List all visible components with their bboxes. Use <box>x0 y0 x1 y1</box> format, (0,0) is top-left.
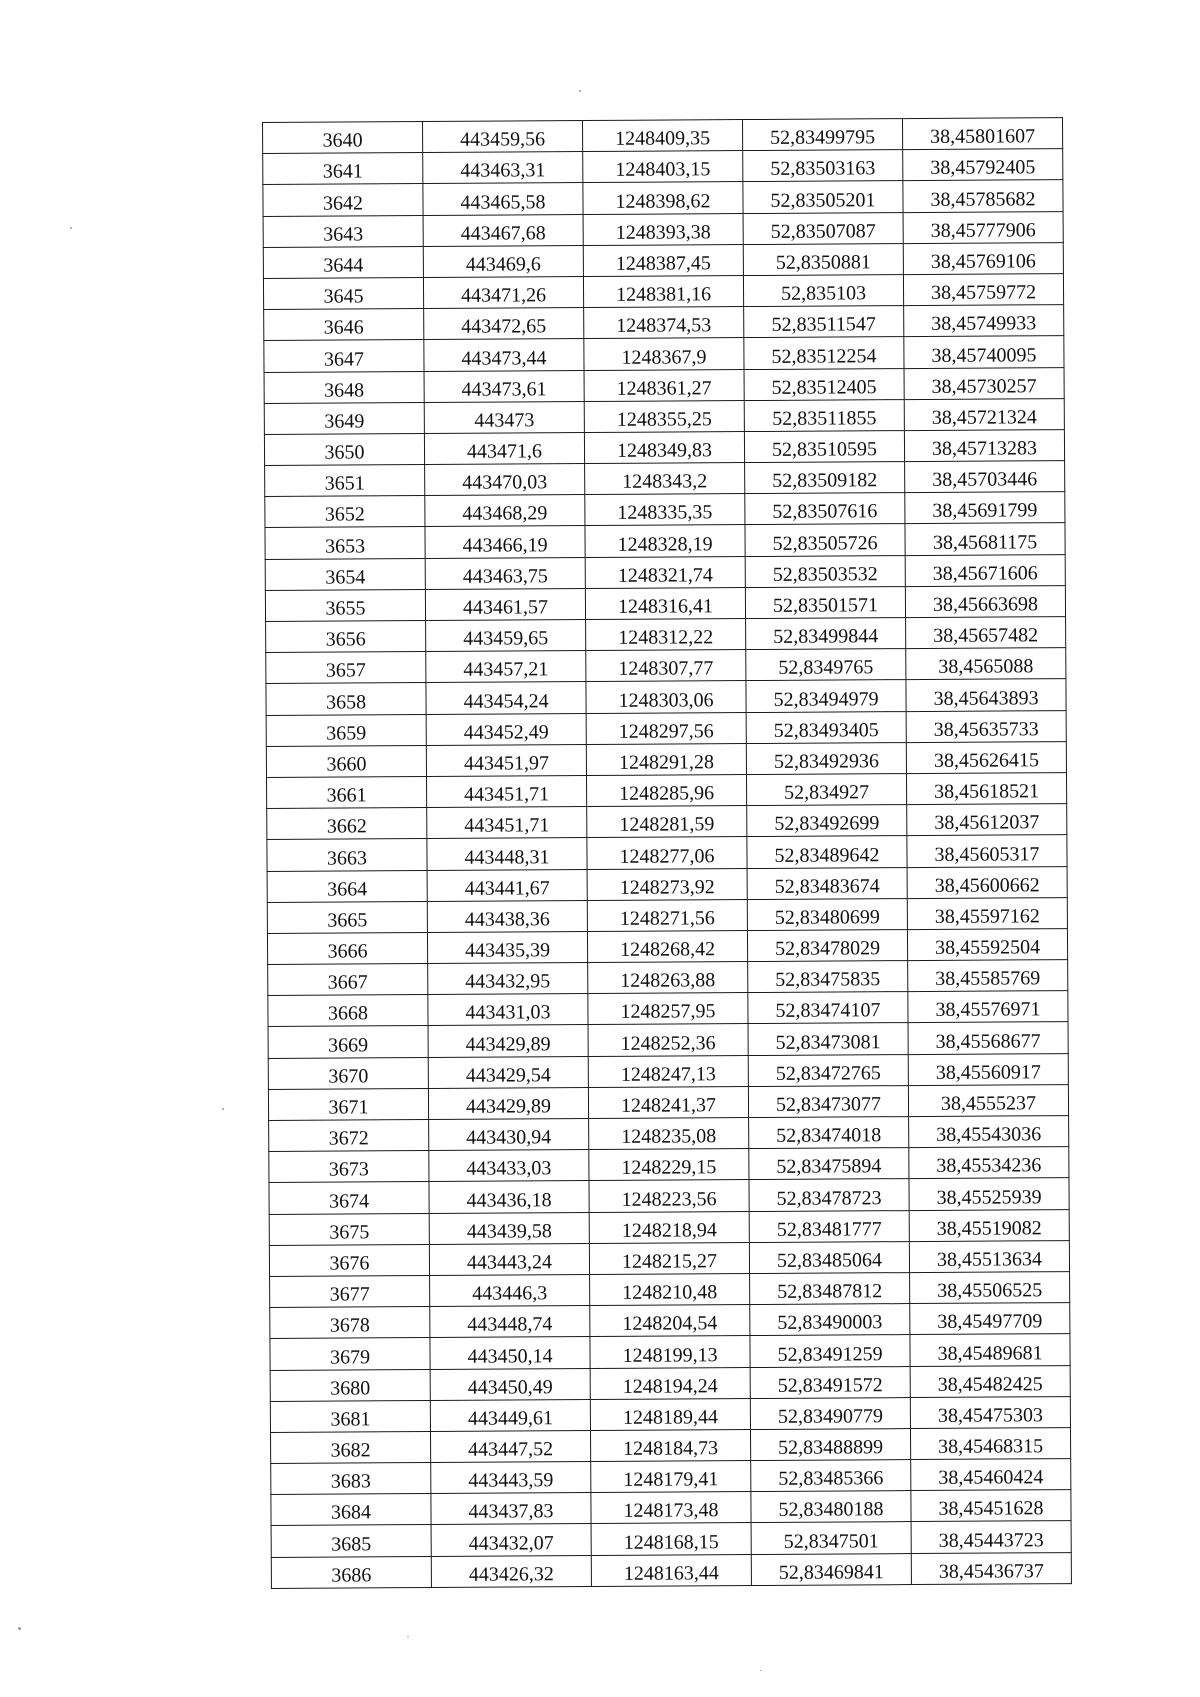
latitude-cell: 52,83483674 <box>747 867 907 899</box>
longitude-cell: 38,45534236 <box>909 1147 1069 1179</box>
point-number-cell: 3658 <box>266 683 426 715</box>
latitude-cell: 52,83499795 <box>742 119 902 151</box>
longitude-cell: 38,45703446 <box>905 461 1065 493</box>
point-number-cell: 3659 <box>266 714 426 746</box>
x-coordinate-cell: 443448,74 <box>430 1306 590 1338</box>
y-coordinate-cell: 1248349,83 <box>584 431 744 463</box>
y-coordinate-cell: 1248328,19 <box>585 525 745 557</box>
x-coordinate-cell: 443459,56 <box>423 121 583 153</box>
table-row <box>271 1490 1071 1526</box>
scan-speck <box>760 1670 762 1671</box>
longitude-cell: 38,45785682 <box>903 180 1063 212</box>
table-row <box>270 1272 1070 1308</box>
point-number-cell: 3657 <box>266 652 426 684</box>
table-row <box>268 1053 1068 1089</box>
x-coordinate-cell: 443466,19 <box>425 526 585 558</box>
longitude-cell: 38,45605317 <box>907 835 1067 867</box>
scan-speck <box>70 227 72 229</box>
y-coordinate-cell: 1248199,13 <box>590 1336 750 1368</box>
longitude-cell: 38,45513634 <box>909 1240 1069 1272</box>
y-coordinate-cell: 1248268,42 <box>587 930 747 962</box>
point-number-cell: 3667 <box>268 964 428 996</box>
y-coordinate-cell: 1248194,24 <box>590 1367 750 1399</box>
longitude-cell: 38,45635733 <box>906 710 1066 742</box>
table-row <box>265 523 1065 559</box>
point-number-cell: 3660 <box>266 745 426 777</box>
y-coordinate-cell: 1248381,16 <box>583 275 743 307</box>
point-number-cell: 3670 <box>268 1057 428 1089</box>
x-coordinate-cell: 443429,54 <box>428 1056 588 1088</box>
point-number-cell: 3654 <box>265 558 425 590</box>
longitude-cell: 38,45451628 <box>911 1490 1071 1522</box>
y-coordinate-cell: 1248204,54 <box>590 1305 750 1337</box>
point-number-cell: 3662 <box>267 808 427 840</box>
point-number-cell: 3642 <box>263 184 423 216</box>
x-coordinate-cell: 443467,68 <box>423 214 583 246</box>
point-number-cell: 3650 <box>264 433 424 465</box>
table-row <box>267 804 1067 840</box>
longitude-cell: 38,45618521 <box>906 773 1066 805</box>
point-number-cell: 3644 <box>263 246 423 278</box>
y-coordinate-cell: 1248291,28 <box>586 743 746 775</box>
longitude-cell: 38,45681175 <box>905 523 1065 555</box>
x-coordinate-cell: 443468,29 <box>425 495 585 527</box>
x-coordinate-cell: 443437,83 <box>431 1493 591 1525</box>
table-row <box>264 336 1064 372</box>
longitude-cell: 38,45713283 <box>904 429 1064 461</box>
y-coordinate-cell: 1248361,27 <box>584 369 744 401</box>
latitude-cell: 52,83485366 <box>751 1460 911 1492</box>
x-coordinate-cell: 443450,14 <box>430 1337 590 1369</box>
y-coordinate-cell: 1248229,15 <box>589 1149 749 1181</box>
y-coordinate-cell: 1248387,45 <box>583 244 743 276</box>
x-coordinate-cell: 443448,31 <box>427 838 587 870</box>
y-coordinate-cell: 1248252,36 <box>588 1024 748 1056</box>
latitude-cell: 52,83505726 <box>745 524 905 556</box>
point-number-cell: 3661 <box>267 776 427 808</box>
y-coordinate-cell: 1248343,2 <box>585 463 745 495</box>
point-number-cell: 3668 <box>268 995 428 1027</box>
y-coordinate-cell: 1248184,73 <box>590 1429 750 1461</box>
longitude-cell: 38,45671606 <box>905 554 1065 586</box>
latitude-cell: 52,83489642 <box>747 836 907 868</box>
longitude-cell: 38,45585769 <box>908 960 1068 992</box>
y-coordinate-cell: 1248257,95 <box>588 993 748 1025</box>
table-row <box>271 1427 1071 1463</box>
table-row <box>263 118 1063 154</box>
longitude-cell: 38,45560917 <box>908 1053 1068 1085</box>
point-number-cell: 3640 <box>263 122 423 154</box>
table-row <box>268 991 1068 1027</box>
point-number-cell: 3663 <box>267 839 427 871</box>
x-coordinate-cell: 443463,75 <box>425 557 585 589</box>
table-row <box>266 741 1066 777</box>
y-coordinate-cell: 1248398,62 <box>583 182 743 214</box>
scan-speck <box>18 1627 21 1630</box>
y-coordinate-cell: 1248163,44 <box>591 1554 751 1586</box>
longitude-cell: 38,45777906 <box>903 211 1063 243</box>
longitude-cell: 38,45525939 <box>909 1178 1069 1210</box>
longitude-cell: 38,45468315 <box>910 1427 1070 1459</box>
point-number-cell: 3683 <box>271 1463 431 1495</box>
latitude-cell: 52,83492699 <box>747 805 907 837</box>
longitude-cell: 38,45759772 <box>903 274 1063 306</box>
table-row <box>267 897 1067 933</box>
longitude-cell: 38,45597162 <box>907 897 1067 929</box>
latitude-cell: 52,83501571 <box>745 586 905 618</box>
point-number-cell: 3684 <box>271 1494 431 1526</box>
x-coordinate-cell: 443436,18 <box>429 1181 589 1213</box>
latitude-cell: 52,83481777 <box>749 1210 909 1242</box>
latitude-cell: 52,83511547 <box>744 306 904 338</box>
latitude-cell: 52,83510595 <box>744 430 904 462</box>
latitude-cell: 52,83469841 <box>751 1553 911 1585</box>
x-coordinate-cell: 443473,44 <box>424 339 584 371</box>
y-coordinate-cell: 1248374,53 <box>584 307 744 339</box>
table-row <box>270 1396 1070 1432</box>
point-number-cell: 3656 <box>266 621 426 653</box>
y-coordinate-cell: 1248189,44 <box>590 1398 750 1430</box>
point-number-cell: 3686 <box>271 1556 431 1588</box>
table-row <box>269 1116 1069 1152</box>
table-row <box>264 398 1064 434</box>
x-coordinate-cell: 443447,52 <box>431 1430 591 1462</box>
latitude-cell: 52,83507616 <box>745 493 905 525</box>
table-row <box>263 180 1063 216</box>
x-coordinate-cell: 443451,71 <box>427 807 587 839</box>
longitude-cell: 38,45460424 <box>911 1459 1071 1491</box>
latitude-cell: 52,83507087 <box>743 212 903 244</box>
x-coordinate-cell: 443426,32 <box>431 1555 591 1587</box>
longitude-cell: 38,45657482 <box>906 617 1066 649</box>
latitude-cell: 52,83485064 <box>749 1241 909 1273</box>
latitude-cell: 52,83491572 <box>750 1366 910 1398</box>
point-number-cell: 3649 <box>264 402 424 434</box>
latitude-cell: 52,83492936 <box>746 742 906 774</box>
point-number-cell: 3676 <box>269 1244 429 1276</box>
latitude-cell: 52,83480188 <box>751 1491 911 1523</box>
table-row <box>267 835 1067 871</box>
y-coordinate-cell: 1248241,37 <box>588 1086 748 1118</box>
table-row <box>263 211 1063 247</box>
x-coordinate-cell: 443431,03 <box>428 994 588 1026</box>
point-number-cell: 3666 <box>267 932 427 964</box>
y-coordinate-cell: 1248168,15 <box>591 1523 751 1555</box>
latitude-cell: 52,83473081 <box>748 1023 908 1055</box>
y-coordinate-cell: 1248179,41 <box>591 1461 751 1493</box>
latitude-cell: 52,83511855 <box>744 399 904 431</box>
y-coordinate-cell: 1248403,15 <box>583 151 743 183</box>
point-number-cell: 3641 <box>263 153 423 185</box>
longitude-cell: 38,45519082 <box>909 1209 1069 1241</box>
y-coordinate-cell: 1248281,59 <box>587 806 747 838</box>
table-row <box>263 242 1063 278</box>
latitude-cell: 52,83487812 <box>750 1273 910 1305</box>
longitude-cell: 38,45489681 <box>910 1334 1070 1366</box>
point-number-cell: 3646 <box>264 309 424 341</box>
x-coordinate-cell: 443439,58 <box>429 1212 589 1244</box>
y-coordinate-cell: 1248355,25 <box>584 400 744 432</box>
point-number-cell: 3671 <box>268 1088 428 1120</box>
point-number-cell: 3652 <box>265 496 425 528</box>
latitude-cell: 52,835103 <box>743 275 903 307</box>
x-coordinate-cell: 443450,49 <box>430 1368 590 1400</box>
table-row <box>269 1240 1069 1276</box>
scan-speck <box>579 90 581 92</box>
latitude-cell: 52,83491259 <box>750 1335 910 1367</box>
longitude-cell: 38,45592504 <box>907 928 1067 960</box>
table-row <box>267 773 1067 809</box>
table-row <box>271 1552 1071 1588</box>
latitude-cell: 52,8349765 <box>746 649 906 681</box>
x-coordinate-cell: 443470,03 <box>425 464 585 496</box>
longitude-cell: 38,45543036 <box>909 1116 1069 1148</box>
longitude-cell: 38,45626415 <box>906 741 1066 773</box>
x-coordinate-cell: 443451,71 <box>427 775 587 807</box>
table-row <box>266 617 1066 653</box>
latitude-cell: 52,83509182 <box>745 462 905 494</box>
latitude-cell: 52,83505201 <box>743 181 903 213</box>
latitude-cell: 52,83474018 <box>749 1117 909 1149</box>
longitude-cell: 38,45475303 <box>910 1396 1070 1428</box>
table-row <box>265 492 1065 528</box>
table-row <box>264 429 1064 465</box>
table-row <box>268 1084 1068 1120</box>
longitude-cell: 38,45792405 <box>903 149 1063 181</box>
longitude-cell: 38,45769106 <box>903 242 1063 274</box>
point-number-cell: 3664 <box>267 870 427 902</box>
longitude-cell: 38,45801607 <box>902 118 1062 150</box>
latitude-cell: 52,83494979 <box>746 680 906 712</box>
y-coordinate-cell: 1248297,56 <box>586 712 746 744</box>
point-number-cell: 3681 <box>270 1400 430 1432</box>
table-row <box>266 710 1066 746</box>
y-coordinate-cell: 1248307,77 <box>586 650 746 682</box>
longitude-cell: 38,45482425 <box>910 1365 1070 1397</box>
table-row <box>269 1178 1069 1214</box>
longitude-cell: 38,45740095 <box>904 336 1064 368</box>
longitude-cell: 38,45568677 <box>908 1022 1068 1054</box>
x-coordinate-cell: 443451,97 <box>426 744 586 776</box>
x-coordinate-cell: 443432,95 <box>428 963 588 995</box>
x-coordinate-cell: 443433,03 <box>429 1150 589 1182</box>
latitude-cell: 52,83475835 <box>748 961 908 993</box>
latitude-cell: 52,83512405 <box>744 368 904 400</box>
longitude-cell: 38,45600662 <box>907 866 1067 898</box>
table-row <box>265 585 1065 621</box>
y-coordinate-cell: 1248312,22 <box>586 619 746 651</box>
y-coordinate-cell: 1248263,88 <box>588 962 748 994</box>
table-row <box>269 1147 1069 1183</box>
table-row <box>267 928 1067 964</box>
y-coordinate-cell: 1248335,35 <box>585 494 745 526</box>
y-coordinate-cell: 1248285,96 <box>586 774 746 806</box>
table-row <box>267 866 1067 902</box>
point-number-cell: 3648 <box>264 371 424 403</box>
x-coordinate-cell: 443449,61 <box>430 1399 590 1431</box>
latitude-cell: 52,83472765 <box>748 1054 908 1086</box>
latitude-cell: 52,83478029 <box>747 929 907 961</box>
y-coordinate-cell: 1248223,56 <box>589 1180 749 1212</box>
y-coordinate-cell: 1248409,35 <box>582 120 742 152</box>
longitude-cell: 38,4555237 <box>908 1084 1068 1116</box>
table-row <box>268 1022 1068 1058</box>
y-coordinate-cell: 1248321,74 <box>585 556 745 588</box>
table-row <box>270 1334 1070 1370</box>
latitude-cell: 52,83475894 <box>749 1148 909 1180</box>
table-row <box>264 305 1064 341</box>
latitude-cell: 52,83499844 <box>746 618 906 650</box>
latitude-cell: 52,83493405 <box>746 711 906 743</box>
point-number-cell: 3678 <box>270 1307 430 1339</box>
point-number-cell: 3665 <box>267 901 427 933</box>
table-row <box>266 648 1066 684</box>
table-row <box>270 1365 1070 1401</box>
point-number-cell: 3669 <box>268 1026 428 1058</box>
x-coordinate-cell: 443452,49 <box>426 713 586 745</box>
x-coordinate-cell: 443459,65 <box>426 620 586 652</box>
table-row <box>263 274 1063 310</box>
coordinates-table <box>262 117 1072 1589</box>
longitude-cell: 38,45506525 <box>910 1272 1070 1304</box>
x-coordinate-cell: 443443,59 <box>431 1462 591 1494</box>
latitude-cell: 52,83503163 <box>743 150 903 182</box>
y-coordinate-cell: 1248215,27 <box>589 1242 749 1274</box>
point-number-cell: 3677 <box>270 1275 430 1307</box>
x-coordinate-cell: 443471,6 <box>424 432 584 464</box>
table-row <box>271 1521 1071 1557</box>
y-coordinate-cell: 1248235,08 <box>589 1118 749 1150</box>
x-coordinate-cell: 443463,31 <box>423 152 583 184</box>
point-number-cell: 3675 <box>269 1213 429 1245</box>
latitude-cell: 52,83512254 <box>744 337 904 369</box>
point-number-cell: 3655 <box>265 589 425 621</box>
latitude-cell: 52,83473077 <box>748 1085 908 1117</box>
table-row <box>264 367 1064 403</box>
x-coordinate-cell: 443430,94 <box>429 1119 589 1151</box>
y-coordinate-cell: 1248247,13 <box>588 1055 748 1087</box>
scan-speck <box>407 1636 409 1637</box>
point-number-cell: 3685 <box>271 1525 431 1557</box>
latitude-cell: 52,83478723 <box>749 1179 909 1211</box>
x-coordinate-cell: 443435,39 <box>427 931 587 963</box>
x-coordinate-cell: 443457,21 <box>426 651 586 683</box>
x-coordinate-cell: 443446,3 <box>430 1274 590 1306</box>
x-coordinate-cell: 443473 <box>424 401 584 433</box>
longitude-cell: 38,4565088 <box>906 648 1066 680</box>
y-coordinate-cell: 1248273,92 <box>587 868 747 900</box>
longitude-cell: 38,45730257 <box>904 367 1064 399</box>
latitude-cell: 52,834927 <box>746 774 906 806</box>
latitude-cell: 52,83503532 <box>745 555 905 587</box>
y-coordinate-cell: 1248277,06 <box>587 837 747 869</box>
point-number-cell: 3645 <box>263 277 423 309</box>
scan-speck <box>222 1108 224 1110</box>
x-coordinate-cell: 443429,89 <box>428 1025 588 1057</box>
x-coordinate-cell: 443432,07 <box>431 1524 591 1556</box>
point-number-cell: 3674 <box>269 1182 429 1214</box>
y-coordinate-cell: 1248218,94 <box>589 1211 749 1243</box>
x-coordinate-cell: 443469,6 <box>423 245 583 277</box>
table-row <box>266 679 1066 715</box>
x-coordinate-cell: 443465,58 <box>423 183 583 215</box>
longitude-cell: 38,45497709 <box>910 1303 1070 1335</box>
latitude-cell: 52,83490003 <box>750 1304 910 1336</box>
x-coordinate-cell: 443471,26 <box>423 276 583 308</box>
table-row <box>271 1459 1071 1495</box>
longitude-cell: 38,45691799 <box>905 492 1065 524</box>
point-number-cell: 3673 <box>269 1151 429 1183</box>
y-coordinate-cell: 1248271,56 <box>587 899 747 931</box>
longitude-cell: 38,45643893 <box>906 679 1066 711</box>
x-coordinate-cell: 443429,89 <box>428 1087 588 1119</box>
latitude-cell: 52,83490779 <box>750 1397 910 1429</box>
longitude-cell: 38,45576971 <box>908 991 1068 1023</box>
point-number-cell: 3672 <box>269 1120 429 1152</box>
x-coordinate-cell: 443461,57 <box>425 588 585 620</box>
latitude-cell: 52,83488899 <box>750 1428 910 1460</box>
latitude-cell: 52,8350881 <box>743 243 903 275</box>
x-coordinate-cell: 443473,61 <box>424 370 584 402</box>
latitude-cell: 52,8347501 <box>751 1522 911 1554</box>
point-number-cell: 3651 <box>265 465 425 497</box>
longitude-cell: 38,45721324 <box>904 398 1064 430</box>
longitude-cell: 38,45612037 <box>907 804 1067 836</box>
latitude-cell: 52,83474107 <box>748 992 908 1024</box>
y-coordinate-cell: 1248367,9 <box>584 338 744 370</box>
point-number-cell: 3653 <box>265 527 425 559</box>
x-coordinate-cell: 443472,65 <box>424 308 584 340</box>
point-number-cell: 3679 <box>270 1338 430 1370</box>
longitude-cell: 38,45443723 <box>911 1521 1071 1553</box>
latitude-cell: 52,83480699 <box>747 898 907 930</box>
y-coordinate-cell: 1248393,38 <box>583 213 743 245</box>
table-row <box>270 1303 1070 1339</box>
table-row <box>269 1209 1069 1245</box>
point-number-cell: 3643 <box>263 215 423 247</box>
x-coordinate-cell: 443438,36 <box>427 900 587 932</box>
y-coordinate-cell: 1248303,06 <box>586 681 746 713</box>
y-coordinate-cell: 1248173,48 <box>591 1492 751 1524</box>
x-coordinate-cell: 443454,24 <box>426 682 586 714</box>
x-coordinate-cell: 443443,24 <box>429 1243 589 1275</box>
table-row <box>265 461 1065 497</box>
longitude-cell: 38,45749933 <box>904 305 1064 337</box>
y-coordinate-cell: 1248316,41 <box>585 587 745 619</box>
point-number-cell: 3647 <box>264 340 424 372</box>
longitude-cell: 38,45663698 <box>905 585 1065 617</box>
y-coordinate-cell: 1248210,48 <box>590 1273 750 1305</box>
table-row <box>268 960 1068 996</box>
table-row <box>263 149 1063 185</box>
point-number-cell: 3682 <box>271 1431 431 1463</box>
x-coordinate-cell: 443441,67 <box>427 869 587 901</box>
point-number-cell: 3680 <box>270 1369 430 1401</box>
longitude-cell: 38,45436737 <box>911 1552 1071 1584</box>
table-row <box>265 554 1065 590</box>
coordinates-table-body <box>263 118 1072 1589</box>
